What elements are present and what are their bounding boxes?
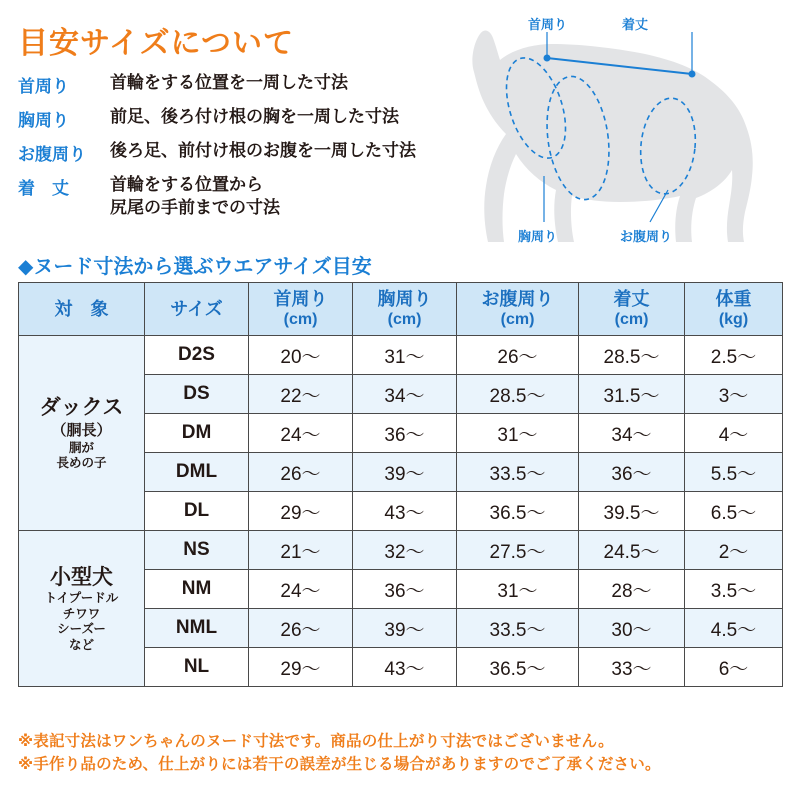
header-chest: [353, 283, 457, 336]
header-label: 胸周り: [377, 288, 432, 309]
cell-back-length: 28〜: [579, 570, 685, 609]
cell-weight: 6〜: [685, 648, 783, 687]
cell-back-length: 30〜: [579, 609, 685, 648]
dog-illustration-svg: [440, 8, 796, 258]
cell-chest: 43〜: [353, 492, 457, 531]
group-main-label: ダックス: [39, 395, 124, 419]
cell-chest: 43〜: [353, 648, 457, 687]
footnotes: [18, 730, 788, 777]
cell-size: NS: [145, 531, 249, 570]
cell-size: DML: [145, 453, 249, 492]
definition-row: [18, 140, 478, 165]
table-body: [19, 336, 783, 687]
cell-back-length: 36〜: [579, 453, 685, 492]
footnote-1: ※表記寸法はワンちゃんのヌード寸法です。商品の仕上がり寸法ではございません。: [18, 733, 614, 750]
cell-size: D2S: [145, 336, 249, 375]
header-label: 体重: [715, 288, 752, 309]
group-cell-dachshund: [19, 336, 145, 531]
cell-neck: 24〜: [249, 570, 353, 609]
cell-size: NL: [145, 648, 249, 687]
cell-belly: 27.5〜: [457, 531, 579, 570]
definition-description: 後ろ足、前付け根のお腹を一周した寸法: [110, 141, 416, 160]
cell-back-length: 39.5〜: [579, 492, 685, 531]
definition-description: [110, 174, 280, 220]
footnote-2: ※手作り品のため、仕上がりには若干の誤差が生じる場合がありますのでご了承ください。: [18, 756, 661, 774]
header-unit: (cm): [614, 311, 649, 329]
header-label: 対 象: [54, 298, 109, 319]
cell-neck: 26〜: [249, 453, 353, 492]
cell-weight: 3.5〜: [685, 570, 783, 609]
cell-size: NM: [145, 570, 249, 609]
cell-chest: 31〜: [353, 336, 457, 375]
page-title: 目安サイズについて: [18, 27, 294, 60]
group-sub-label: （胴長）: [51, 422, 112, 440]
cell-weight: 2〜: [685, 531, 783, 570]
header-label: サイズ: [170, 298, 223, 319]
cell-back-length: 28.5〜: [579, 336, 685, 375]
measurement-definitions: [18, 72, 478, 229]
header-back-length: [579, 283, 685, 336]
cell-belly: 33.5〜: [457, 609, 579, 648]
definition-row: [18, 72, 478, 97]
cell-neck: 29〜: [249, 492, 353, 531]
header-weight: [685, 283, 783, 336]
cell-size: DS: [145, 375, 249, 414]
cell-belly: 33.5〜: [457, 453, 579, 492]
definition-term: お腹周り: [18, 145, 86, 164]
cell-belly: 31〜: [457, 414, 579, 453]
table-header: [19, 283, 783, 336]
header-unit: (cm): [387, 311, 422, 329]
size-table: [18, 282, 783, 687]
group-main-label: 小型犬: [50, 565, 113, 589]
cell-chest: 36〜: [353, 414, 457, 453]
cell-back-length: 24.5〜: [579, 531, 685, 570]
cell-size: DL: [145, 492, 249, 531]
header-belly: [457, 283, 579, 336]
cell-weight: 6.5〜: [685, 492, 783, 531]
label-back: 着丈: [622, 17, 649, 32]
definition-description: 前足、後ろ付け根の胸を一周した寸法: [110, 107, 399, 126]
cell-neck: 20〜: [249, 336, 353, 375]
cell-chest: 36〜: [353, 570, 457, 609]
cell-weight: 4〜: [685, 414, 783, 453]
cell-back-length: 31.5〜: [579, 375, 685, 414]
group-cell-small-dog: [19, 531, 145, 687]
group-note: 胴が 長めの子: [56, 440, 107, 471]
cell-weight: 3〜: [685, 375, 783, 414]
header-unit: (cm): [283, 311, 318, 329]
definition-description-line1: 首輪をする位置から: [110, 175, 263, 194]
definition-description-line2: 尻尾の手前までの寸法: [110, 197, 280, 217]
cell-neck: 24〜: [249, 414, 353, 453]
header-label: お腹周り: [481, 288, 554, 309]
definition-term: 着 丈: [18, 179, 69, 198]
definition-term: 首周り: [18, 77, 69, 96]
table-header-row: [19, 283, 783, 336]
header-unit: (cm): [500, 311, 535, 329]
label-neck: 首周り: [528, 17, 568, 32]
cell-chest: 32〜: [353, 531, 457, 570]
cell-weight: 4.5〜: [685, 609, 783, 648]
table-row: [19, 336, 783, 375]
cell-neck: 22〜: [249, 375, 353, 414]
definition-row: [18, 106, 478, 131]
cell-back-length: 33〜: [579, 648, 685, 687]
cell-chest: 39〜: [353, 453, 457, 492]
cell-weight: 5.5〜: [685, 453, 783, 492]
cell-neck: 29〜: [249, 648, 353, 687]
header-unit: (kg): [718, 311, 749, 329]
cell-belly: 31〜: [457, 570, 579, 609]
cell-size: DM: [145, 414, 249, 453]
header-size: [145, 283, 249, 336]
header-neck: [249, 283, 353, 336]
cell-weight: 2.5〜: [685, 336, 783, 375]
section-heading: ◆ヌード寸法から選ぶウエアサイズ目安: [18, 256, 372, 278]
dog-diagram: [440, 8, 796, 258]
cell-back-length: 34〜: [579, 414, 685, 453]
definition-description: 首輪をする位置を一周した寸法: [110, 73, 348, 92]
label-belly: お腹周り: [620, 229, 673, 244]
definition-row: [18, 174, 478, 220]
cell-belly: 28.5〜: [457, 375, 579, 414]
cell-belly: 36.5〜: [457, 648, 579, 687]
group-note: トイプードル チワワ シーズー など: [44, 590, 119, 652]
header-target: [19, 283, 145, 336]
header-label: 首周り: [273, 288, 328, 309]
cell-belly: 36.5〜: [457, 492, 579, 531]
cell-size: NML: [145, 609, 249, 648]
header-label: 着丈: [613, 288, 650, 309]
label-chest: 胸周り: [518, 229, 558, 244]
cell-chest: 39〜: [353, 609, 457, 648]
cell-belly: 26〜: [457, 336, 579, 375]
table-row: [19, 531, 783, 570]
definition-term: 胸周り: [18, 111, 69, 130]
cell-neck: 21〜: [249, 531, 353, 570]
cell-neck: 26〜: [249, 609, 353, 648]
cell-chest: 34〜: [353, 375, 457, 414]
